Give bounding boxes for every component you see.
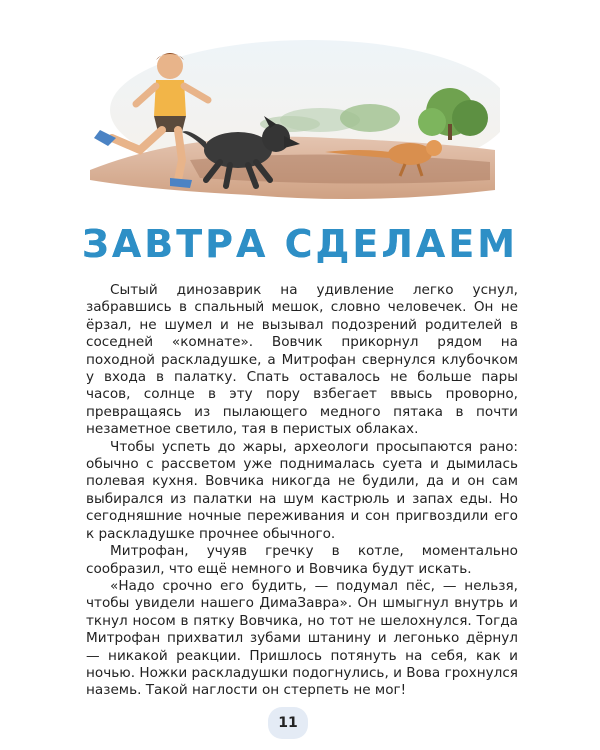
page-number: 11 — [268, 707, 308, 739]
paragraph: Митрофан, учуяв гречку в котле, моментально сообразил, что ещё немного и Вовчика будут искать. — [86, 543, 518, 577]
chapter-illustration — [70, 20, 500, 220]
chapter-title: ЗАВТРА СДЕЛАЕМ — [81, 222, 519, 266]
boy-dog-dinosaur-illustration — [70, 20, 500, 220]
paragraph: «Надо срочно его будить, — подумал пёс, — нельзя, чтобы увидели нашего ДимаЗавра». Он шмыгнул внутрь и ткнул носом в пятку Вовчика, но тот не шелохнулся. Тогда Митрофан прихватил зубами штанину и легонько дёрнул — никакой реакции. Пришлось потянуть на себя, как и ночью. Ножки раскладушки подогнулись, и Вова грохнулся наземь. Такой наглости он стерпеть не мог! — [86, 577, 518, 699]
paragraph: Сытый динозаврик на удивление легко уснул, забравшись в спальный мешок, словно человечек. Он не ёрзал, не шумел и не вызывал подозрений родителей в соседней «комнате». Вовчик прикорнул рядом на походной раскладушке, а Митрофан свернулся клубочком у входа в палатку. Спать оставалось не больше пары часов, солнце в эту пору взбегает ввысь проворно, превращаясь из пылающего медного пятака в почти незаметное светило, тая в перистых облаках. — [86, 282, 518, 438]
paragraph: Чтобы успеть до жары, археологи просыпаются рано: обычно с рассветом уже поднималась суета и дымилась полевая кухня. Вовчика никогда не будили, да и он сам выбирался из палатки на шум кастрюль и запах еды. Но сегодняшние ночные переживания и сон пригвоздили его к раскладушке прочнее обычного. — [86, 438, 518, 542]
chapter-body — [86, 282, 518, 700]
